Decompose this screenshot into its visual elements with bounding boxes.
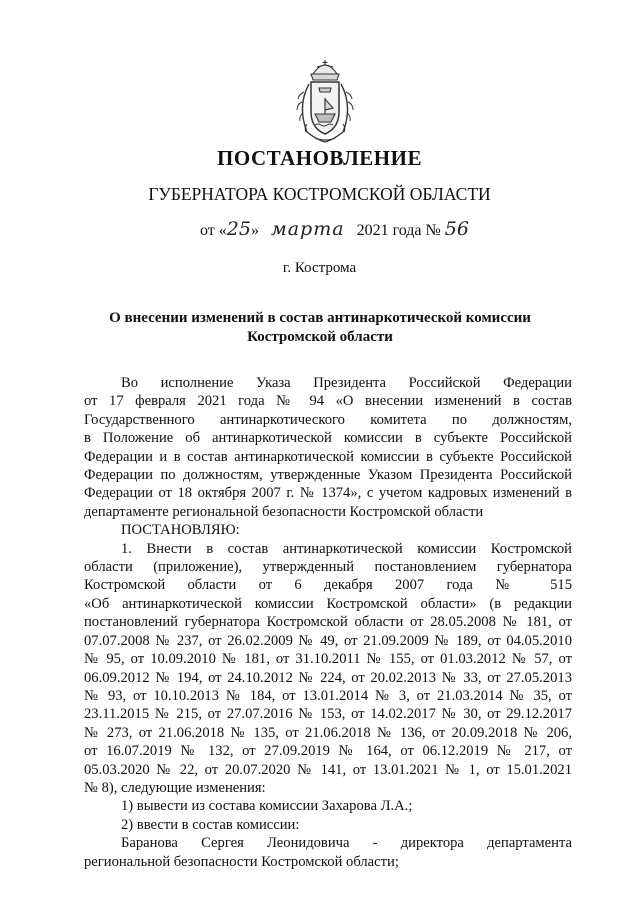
list-item: 1) вывести из состава комиссии Захарова Л.А.; [121, 798, 413, 815]
body-line: Федерации по должностям, утвержденные Указом Президента Российской [84, 467, 572, 484]
body-line: Костромской области от 6 декабря 2007 года № 515 [84, 577, 572, 594]
date-line [200, 218, 469, 240]
body-line: Федерации от 18 октября 2007 г. № 1374», с учетом кадровых изменений в [84, 485, 572, 502]
body-line: № 93, от 10.10.2013 № 184, от 13.01.2014 № 3, от 21.03.2014 № 35, от [84, 687, 572, 704]
heading-line: О внесении изменений в состав антинаркотической комиссии [109, 310, 531, 326]
body-line: постановлений губернатора Костромской области от 28.05.2008 № 181, от [84, 614, 572, 631]
body-line: от 17 февраля 2021 года № 94 «О внесении изменений в состав [84, 393, 572, 410]
body-line: 23.11.2015 № 215, от 27.07.2016 № 153, от 14.02.2017 № 30, от 29.12.2017 [84, 706, 572, 723]
heading-line: Костромской области [247, 329, 393, 345]
document-title: ПОСТАНОВЛЕНИЕ [217, 146, 422, 170]
body-line: от 16.07.2019 № 132, от 27.09.2019 № 164, от 06.12.2019 № 217, от [84, 743, 572, 760]
coat-of-arms-emblem [291, 58, 359, 144]
date-prefix: от « [200, 222, 227, 239]
body-line: 06.09.2012 № 194, от 24.10.2012 № 224, от 20.02.2013 № 33, от 27.05.2013 [84, 669, 572, 686]
body-line: Государственного антинаркотического комитета по должностям, [84, 411, 572, 428]
body-line: департаменте региональной безопасности Костромской области [84, 503, 484, 520]
member-entry: региональной безопасности Костромской области; [84, 853, 399, 870]
body-line: № 273, от 21.06.2018 № 135, от 21.06.2018 № 136, от 20.09.2018 № 206, [84, 724, 572, 741]
city-line: г. Кострома [282, 260, 357, 276]
member-entry: Баранова Сергея Леонидовича - директора департамента [121, 835, 572, 852]
body-line: в Положение об антинаркотической комиссии в субъекте Российской [84, 430, 572, 447]
list-item: 2) ввести в состав комиссии: [121, 816, 300, 833]
decree-word: ПОСТАНОВЛЯЮ: [121, 522, 240, 539]
body-line: «Об антинаркотической комиссии Костромской области» (в редакции [84, 595, 572, 612]
body-line: № 8), следующие изменения: [84, 779, 266, 796]
handwritten-month: марта [270, 218, 345, 240]
handwritten-day: 25 [226, 218, 251, 240]
issuer-title: ГУБЕРНАТОРА КОСТРОМСКОЙ ОБЛАСТИ [148, 184, 491, 204]
body-line: Федерации и в состав антинаркотической комиссии в субъекте Российской [84, 448, 572, 465]
body-line: 1. Внести в состав антинаркотической комиссии Костромской [121, 540, 572, 557]
date-quote-close: » [250, 222, 259, 239]
body-line: 05.03.2020 № 22, от 20.07.2020 № 141, от 13.01.2021 № 1, от 15.01.2021 [84, 761, 572, 778]
body-line: Во исполнение Указа Президента Российской Федерации [121, 375, 572, 391]
handwritten-number: 56 [444, 218, 469, 240]
body-line: области (приложение), утвержденный постановлением губернатора [84, 559, 572, 576]
document-heading [90, 309, 550, 347]
document-body [84, 374, 572, 871]
date-year-text: 2021 года № [356, 222, 441, 239]
body-line: 07.07.2008 № 237, от 26.02.2009 № 49, от 21.09.2009 № 189, от 04.05.2010 [84, 632, 572, 649]
body-line: № 95, от 10.09.2010 № 181, от 31.10.2011 № 155, от 01.03.2012 № 57, от [84, 651, 572, 668]
